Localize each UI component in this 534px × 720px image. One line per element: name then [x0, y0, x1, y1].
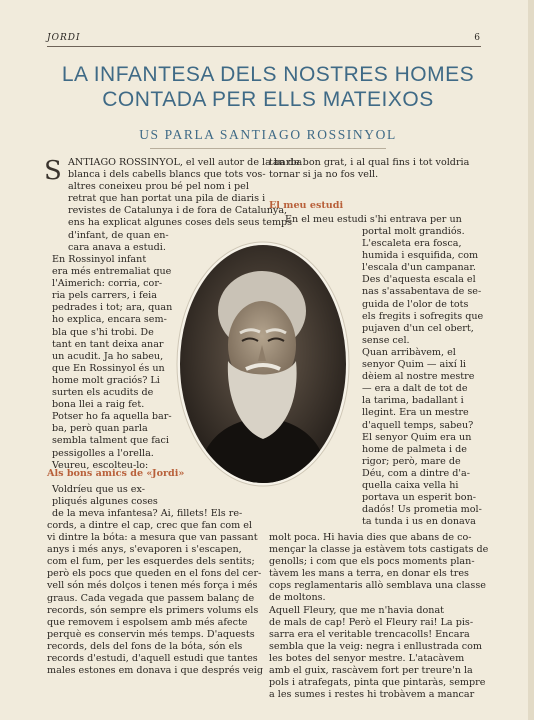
header-rule — [47, 46, 481, 47]
text-line: ba, però quan parla — [52, 423, 148, 435]
text-line: males estones em donava i que després veig — [47, 665, 264, 677]
text-line: quella caixa vella hi — [362, 479, 459, 491]
text-line: anys i més anys, s'evaporen i s'escapen, — [47, 544, 242, 556]
text-line: Voldríeu que us ex- — [52, 484, 145, 495]
text-line: El senyor Quim era un — [362, 431, 472, 443]
text-line: com el fum, per les esquerdes dels sentits; — [47, 556, 255, 568]
text-line: ta tunda i us en donava — [362, 516, 476, 528]
text-line: Déu, com a dintre d'a- — [362, 467, 471, 479]
text-line: sarra era el veritable trencacolls! Encara — [269, 628, 470, 640]
right-paragraph-top — [269, 157, 469, 181]
text-line: humida i esquifida, com — [362, 250, 479, 262]
drop-cap: S — [44, 156, 62, 186]
text-line: però els pocs que queden en el fons del cer- — [47, 568, 262, 580]
text-line: l'Aimerich: corria, cor- — [52, 278, 163, 290]
article-title — [40, 62, 496, 112]
text-line: pols i atrafegats, pinta que pintaràs, sempre — [269, 677, 486, 689]
section-heading-meu-estudi: El meu estudi — [269, 200, 344, 211]
page-number: 6 — [474, 33, 481, 43]
text-line: els fregits i sofregits que — [362, 310, 484, 322]
text-line: bona llei a raig fet. — [52, 399, 145, 411]
text-line: d'infant, de quan en- — [68, 229, 169, 241]
text-line: genolls; i com que els pocs moments plan- — [269, 556, 475, 568]
text-line: records d'estudi, d'aquell estudi que tantes — [47, 653, 258, 665]
text-line: la tarima, badallant i — [362, 395, 464, 407]
text-line: sembla que la veig: negra i enllustrada com — [269, 640, 483, 652]
text-line: home molt graciós? Li — [52, 374, 160, 386]
section1-paragraph-full — [47, 520, 263, 677]
text-line: sense cel. — [362, 334, 410, 346]
text-line: Quan arribàvem, el — [362, 346, 456, 358]
section1-paragraph-side — [52, 484, 242, 520]
text-line: cords, a dintre el cap, crec que fan com el — [47, 520, 253, 531]
title-line-2: CONTADA PER ELLS MATEIXOS — [102, 88, 434, 111]
text-line: tornar si ja no fos vell. — [269, 169, 379, 181]
text-line: dadós! Us prometia mol- — [362, 504, 482, 516]
text-line: de moltons. — [269, 592, 326, 604]
text-line: vi dintre la bóta: a mesura que van passant — [47, 532, 258, 544]
text-line: surten els acudits de — [52, 387, 154, 399]
text-line: records, dels del fons de la bóta, són els — [47, 640, 243, 652]
text-line: un acudit. Ja ho sabeu, — [52, 350, 164, 362]
text-line: era més entremaliat que — [52, 266, 172, 278]
text-line: Des d'aquesta escala el — [362, 274, 476, 286]
text-line: cara anava a estudi. — [68, 241, 166, 253]
section-heading-bons-amics: Als bons amics de «Jordi» — [47, 468, 185, 479]
text-line: nas s'assabentava de se- — [362, 286, 482, 298]
running-title: JORDI — [47, 33, 81, 43]
text-line: revistes de Catalunya i de fora de Catalunya, — [68, 205, 288, 217]
text-line: de la meva infantesa? Ai, fillets! Els re- — [52, 508, 243, 520]
text-line: bla que s'hi trobi. De — [52, 326, 154, 338]
text-line: que removem i espolsem amb més afecte — [47, 616, 248, 628]
text-line: amb el guix, rascàvem fort per treure'n la — [269, 665, 473, 677]
text-line: Aquell Fleury, que me n'havia donat — [269, 604, 445, 616]
text-line: dèiem al nostre mestre — [362, 371, 475, 383]
title-line-1: LA INFANTESA DELS NOSTRES HOMES — [61, 63, 475, 86]
text-line: senyor Quim — així li — [362, 359, 466, 371]
text-line: pedrades i tot; ara, quan — [52, 302, 173, 314]
text-line: pliqués algunes coses — [52, 496, 158, 508]
portrait-photo — [176, 241, 350, 487]
text-line: portava un esperit bon- — [362, 492, 476, 504]
text-line: tant en tant deixa anar — [52, 338, 164, 350]
right-paragraph-side — [362, 226, 483, 528]
text-line: perquè es conservin més temps. D'aquests — [47, 628, 255, 640]
text-line: de mals de cap! Però el Fleury rai! La pis- — [269, 616, 474, 628]
text-line: que En Rossinyol és un — [52, 362, 165, 374]
text-line: les botes del senyor mestre. L'atacàvem — [269, 652, 465, 664]
text-line: ANTIAGO ROSSINYOL, el vell autor de la barba — [68, 157, 303, 168]
text-line: graus. Cada vegada que passem balanç de — [47, 592, 255, 604]
text-line: Veureu, escolteu-lo: — [52, 459, 149, 471]
right-paragraph-wide-line: En el meu estudi s'hi entrava per un — [285, 214, 462, 225]
right-paragraph-full — [269, 532, 488, 701]
text-line: tan de bon grat, i al qual fins i tot voldria — [269, 157, 470, 168]
text-line: d'aquell temps, sabeu? — [362, 419, 474, 431]
running-head — [47, 33, 481, 43]
text-line: pujaven d'un cel obert, — [362, 322, 474, 334]
text-line: molt poca. Hi havia dies que abans de co- — [269, 532, 472, 543]
text-line: cops reglamentaris allò semblava una classe — [269, 580, 486, 592]
text-line: guida de l'olor de tots — [362, 298, 469, 310]
text-line: ho explica, encara sem- — [52, 314, 167, 326]
intro-paragraph-side — [52, 254, 172, 472]
text-line: vell són més dolços i tenen més força i més — [47, 580, 258, 592]
text-line: ria pels carrers, i feia — [52, 290, 157, 302]
text-line: ens ha explicat algunes coses dels seus temps — [68, 217, 293, 229]
text-line: portal molt grandiós. — [362, 226, 465, 237]
text-line: Potser ho fa aquella bar- — [52, 411, 172, 423]
subtitle-rule — [150, 148, 386, 149]
text-line: retrat que han portat una pila de diaris i — [68, 193, 266, 205]
text-line: En Rossinyol infant — [52, 254, 147, 265]
text-line: records, són sempre els primers volums els — [47, 604, 259, 616]
text-line: L'escaleta era fosca, — [362, 238, 462, 250]
text-line: llegint. Era un mestre — [362, 407, 469, 419]
text-line: altres coneixeu prou bé pel nom i pel — [68, 181, 249, 193]
text-line: sembla talment que faci — [52, 435, 169, 447]
text-line: mençar la classe ja estàvem tots castigats de — [269, 544, 489, 556]
text-line: — era a dalt de tot de — [362, 383, 468, 395]
text-line: rigor; però, mare de — [362, 455, 461, 467]
text-line: home de palmeta i de — [362, 443, 467, 455]
text-line: a les sumes i restes hi trobàvem a mancar — [269, 689, 475, 701]
intro-paragraph-top — [68, 157, 302, 254]
text-line: blanca i dels cabells blancs que tots vos- — [68, 169, 266, 181]
text-line: tàvem les mans a terra, en donar els tres — [269, 568, 469, 580]
text-line: pessigolles a l'orella. — [52, 447, 154, 459]
text-line: l'escala d'un campanar. — [362, 262, 476, 274]
article-subtitle: US PARLA SANTIAGO ROSSINYOL — [139, 127, 397, 142]
